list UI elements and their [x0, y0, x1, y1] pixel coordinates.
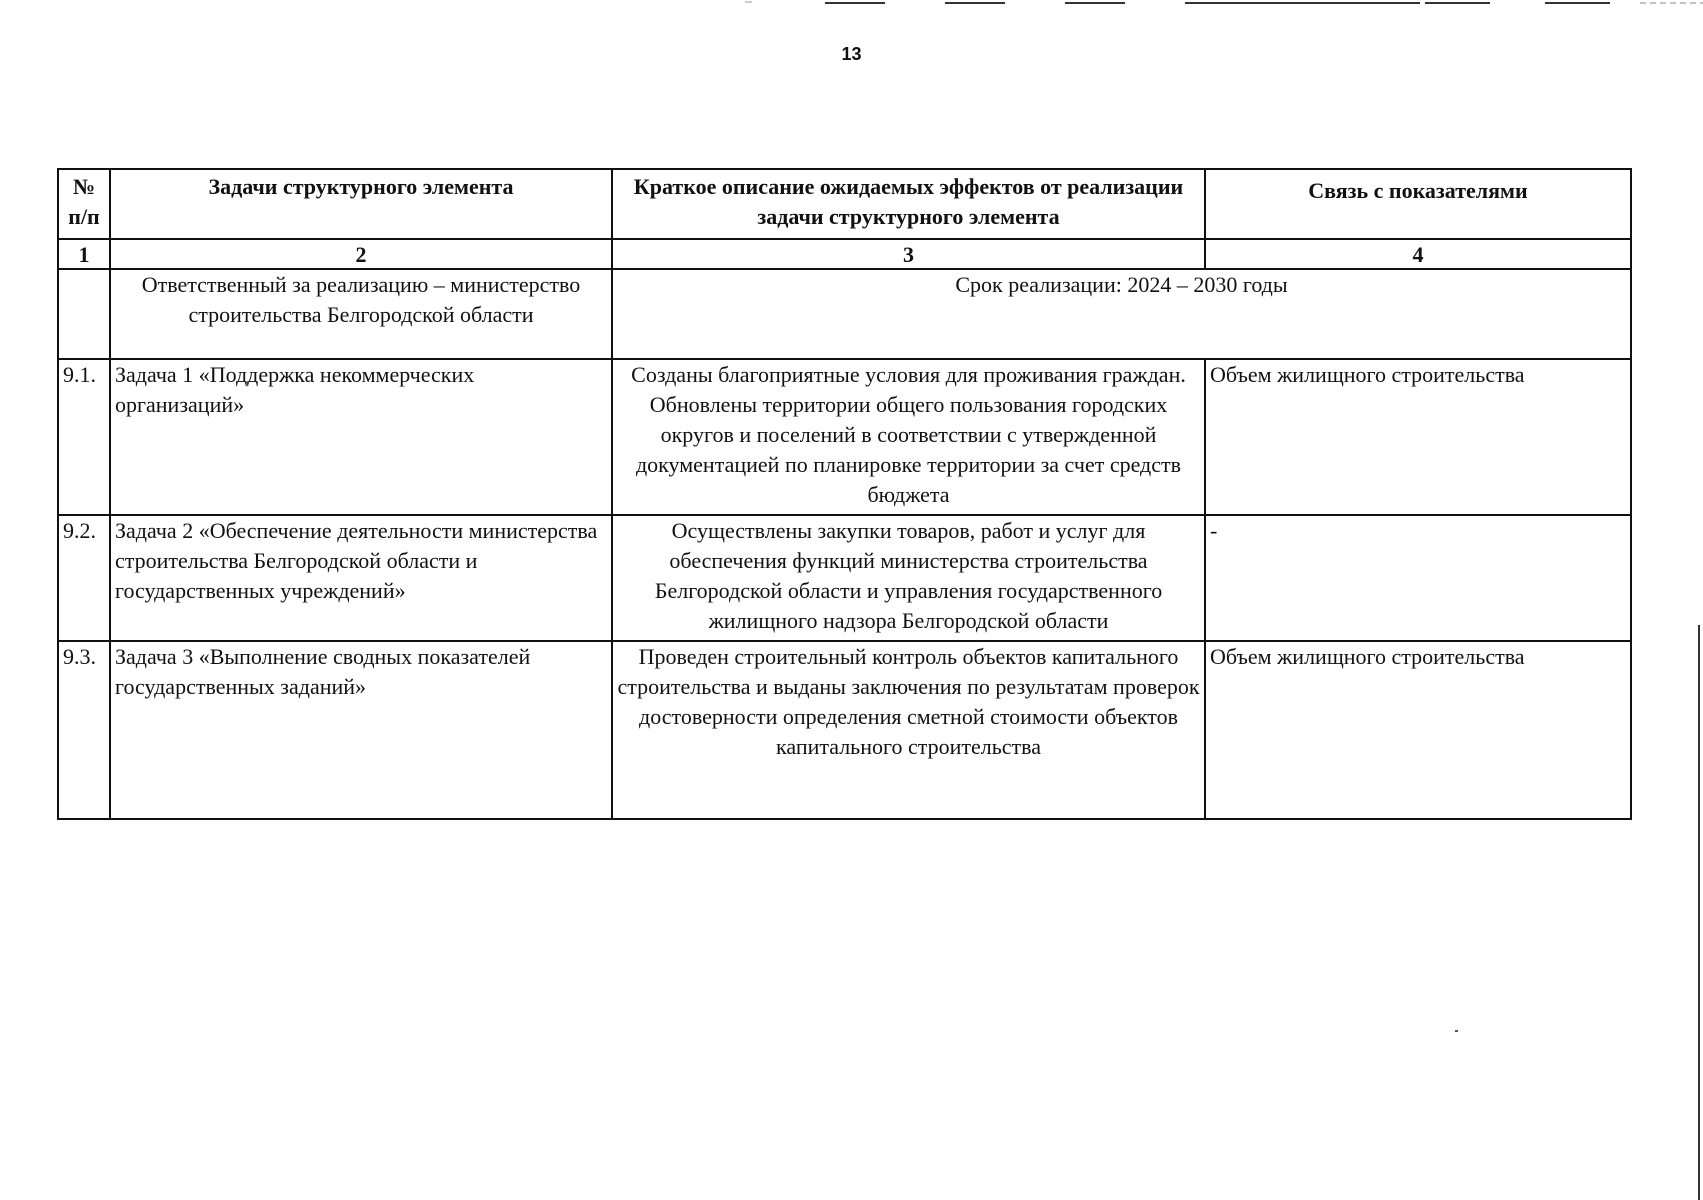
row-number: 9.1.: [58, 359, 110, 515]
tasks-table: [57, 168, 1632, 820]
task-cell: Задача 2 «Обеспечение деятельности министерства строительства Белгородской области и государственных учреждений»: [110, 515, 612, 641]
indicator-cell: -: [1205, 515, 1631, 641]
header-row: [58, 169, 1631, 239]
scan-speck: [1455, 1030, 1458, 1032]
responsible-row: [58, 269, 1631, 359]
row-number: 9.2.: [58, 515, 110, 641]
row-number: 9.3.: [58, 641, 110, 819]
effect-cell: Проведен строительный контроль объектов капитального строительства и выданы заключения по результатам проверок достоверности определения сметной стоимости объектов капитального строительства: [612, 641, 1205, 819]
responsible-cell: Ответственный за реализацию – министерство строительства Белгородской области: [110, 269, 612, 359]
column-number: 3: [612, 239, 1205, 269]
table-row: [58, 515, 1631, 641]
page-number: 13: [841, 44, 862, 64]
scan-edge-marks: [0, 0, 1703, 12]
header-effect: Краткое описание ожидаемых эффектов от реализации задачи структурного элемента: [612, 169, 1205, 239]
column-number: 2: [110, 239, 612, 269]
indicator-cell: Объем жилищного строительства: [1205, 359, 1631, 515]
task-cell: Задача 1 «Поддержка некоммерческих организаций»: [110, 359, 612, 515]
scan-edge-line: [1698, 625, 1700, 1200]
effect-cell: Осуществлены закупки товаров, работ и услуг для обеспечения функций министерства строительства Белгородской области и управления государственного жилищного надзора Белгородской области: [612, 515, 1205, 641]
header-indicator: Связь с показателями: [1205, 169, 1631, 239]
header-task: Задачи структурного элемента: [110, 169, 612, 239]
indicator-cell: Объем жилищного строительства: [1205, 641, 1631, 819]
header-number: № п/п: [58, 169, 110, 239]
column-number: 1: [58, 239, 110, 269]
table-row: [58, 359, 1631, 515]
column-number-row: [58, 239, 1631, 269]
task-cell: Задача 3 «Выполнение сводных показателей государственных заданий»: [110, 641, 612, 819]
term-cell: Срок реализации: 2024 – 2030 годы: [612, 269, 1631, 359]
empty-cell: [58, 269, 110, 359]
effect-cell: Созданы благоприятные условия для проживания граждан. Обновлены территории общего пользования городских округов и поселений в соответствии с утвержденной документацией по планировке территории за счет средств бюджета: [612, 359, 1205, 515]
table-row: [58, 641, 1631, 819]
column-number: 4: [1205, 239, 1631, 269]
